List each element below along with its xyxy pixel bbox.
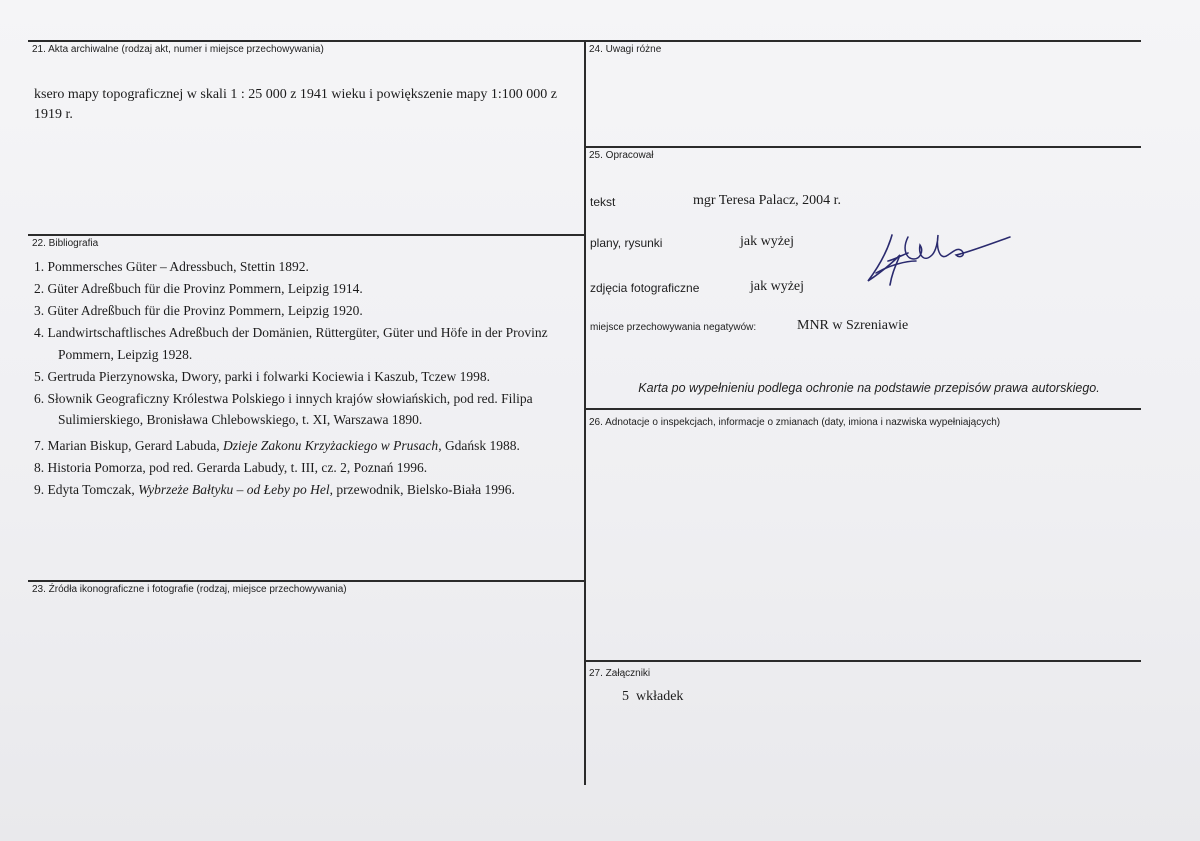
bibliography-item-text: 9. Edyta Tomczak, [34,481,139,497]
bibliography-item-text: 7. Marian Biskup, Gerard Labuda, [34,437,223,453]
section-21-text: ksero mapy topograficznej w skali 1 : 25 000 z 1941 wieku i powiększenie mapy 1:100 000 z 1919 r. [34,87,557,122]
plany-value: jak wyżej [740,234,795,249]
section-27-label: 27. Załączniki [589,668,651,679]
section-24-label: 24. Uwagi różne [589,44,662,55]
section-25-label: 25. Opracował [589,150,654,161]
bibliography-item: 3. Güter Adreßbuch für die Provinz Pommern, Leipzig 1920. [34,303,363,318]
bibliography-item-title: Dzieje Zakonu Krzyżackiego w Prusach [222,437,439,453]
section-23-label: 23. Źródła ikonograficzne i fotografie (rodzaj, miejsce przechowywania) [32,584,347,595]
zdjecia-value: jak wyżej [750,279,805,294]
bibliography-item-title: Wybrzeże Bałtyku – od Łeby po Hel [138,481,330,497]
bibliography-item: 2. Güter Adreßbuch für die Provinz Pommern, Leipzig 1914. [34,281,363,296]
bibliography-item: 1. Pommersches Güter – Adressbuch, Stettin 1892. [34,259,309,274]
rule-26 [585,408,1141,410]
plany-label: plany, rysunki [590,236,663,250]
rule-23 [28,580,584,582]
tekst-value: mgr Teresa Palacz, 2004 r. [693,193,842,208]
zdjecia-label: zdjęcia fotograficzne [590,281,700,295]
bibliography-item: 8. Historia Pomorza, pod red. Gerarda Labudy, t. III, cz. 2, Poznań 1996. [34,459,428,475]
rule-27 [585,660,1141,662]
rule-22 [28,234,584,236]
attachments-value: 5 wkładek [622,689,684,704]
tekst-label: tekst [590,195,616,209]
rule-25 [585,146,1141,148]
column-divider [584,40,586,785]
bibliography-item [34,435,574,457]
section-26-label: 26. Adnotacje o inspekcjach, informacje o zmianach (daty, imiona i nazwiska wypełniających) [589,417,1001,428]
bibliography-item-text: , Gdańsk 1988. [438,437,520,453]
miejsce-label: miejsce przechowywania negatywów: [590,322,757,333]
bibliography-item [34,479,574,501]
bibliography-item: 6. Słownik Geograficzny Królestwa Polskiego i innych krajów słowiańskich, pod red. Filipa Sulimierskiego, Bronisława Chlebowskiego, t. XI, Warszawa 1890. [34,390,533,427]
bibliography-list [34,256,574,501]
section-22-label: 22. Bibliografia [32,238,99,249]
bibliography-item: 5. Gertruda Pierzynowska, Dwory, parki i folwarki Kociewia i Kaszub, Tczew 1998. [34,368,491,384]
bibliography-item: 4. Landwirtschaftlisches Adreßbuch der Domänien, Rüttergüter, Güter und Höfe in der Provinz Pommern, Leipzig 1928. [34,325,548,362]
miejsce-value: MNR w Szreniawie [797,318,909,333]
copyright-note: Karta po wypełnieniu podlega ochronie na podstawie przepisów prawa autorskiego. [638,381,1100,395]
section-21-label: 21. Akta archiwalne (rodzaj akt, numer i miejsce przechowywania) [32,44,324,55]
bibliography-item-text: , przewodnik, Bielsko-Biała 1996. [329,481,515,497]
signature-icon [862,215,1022,295]
